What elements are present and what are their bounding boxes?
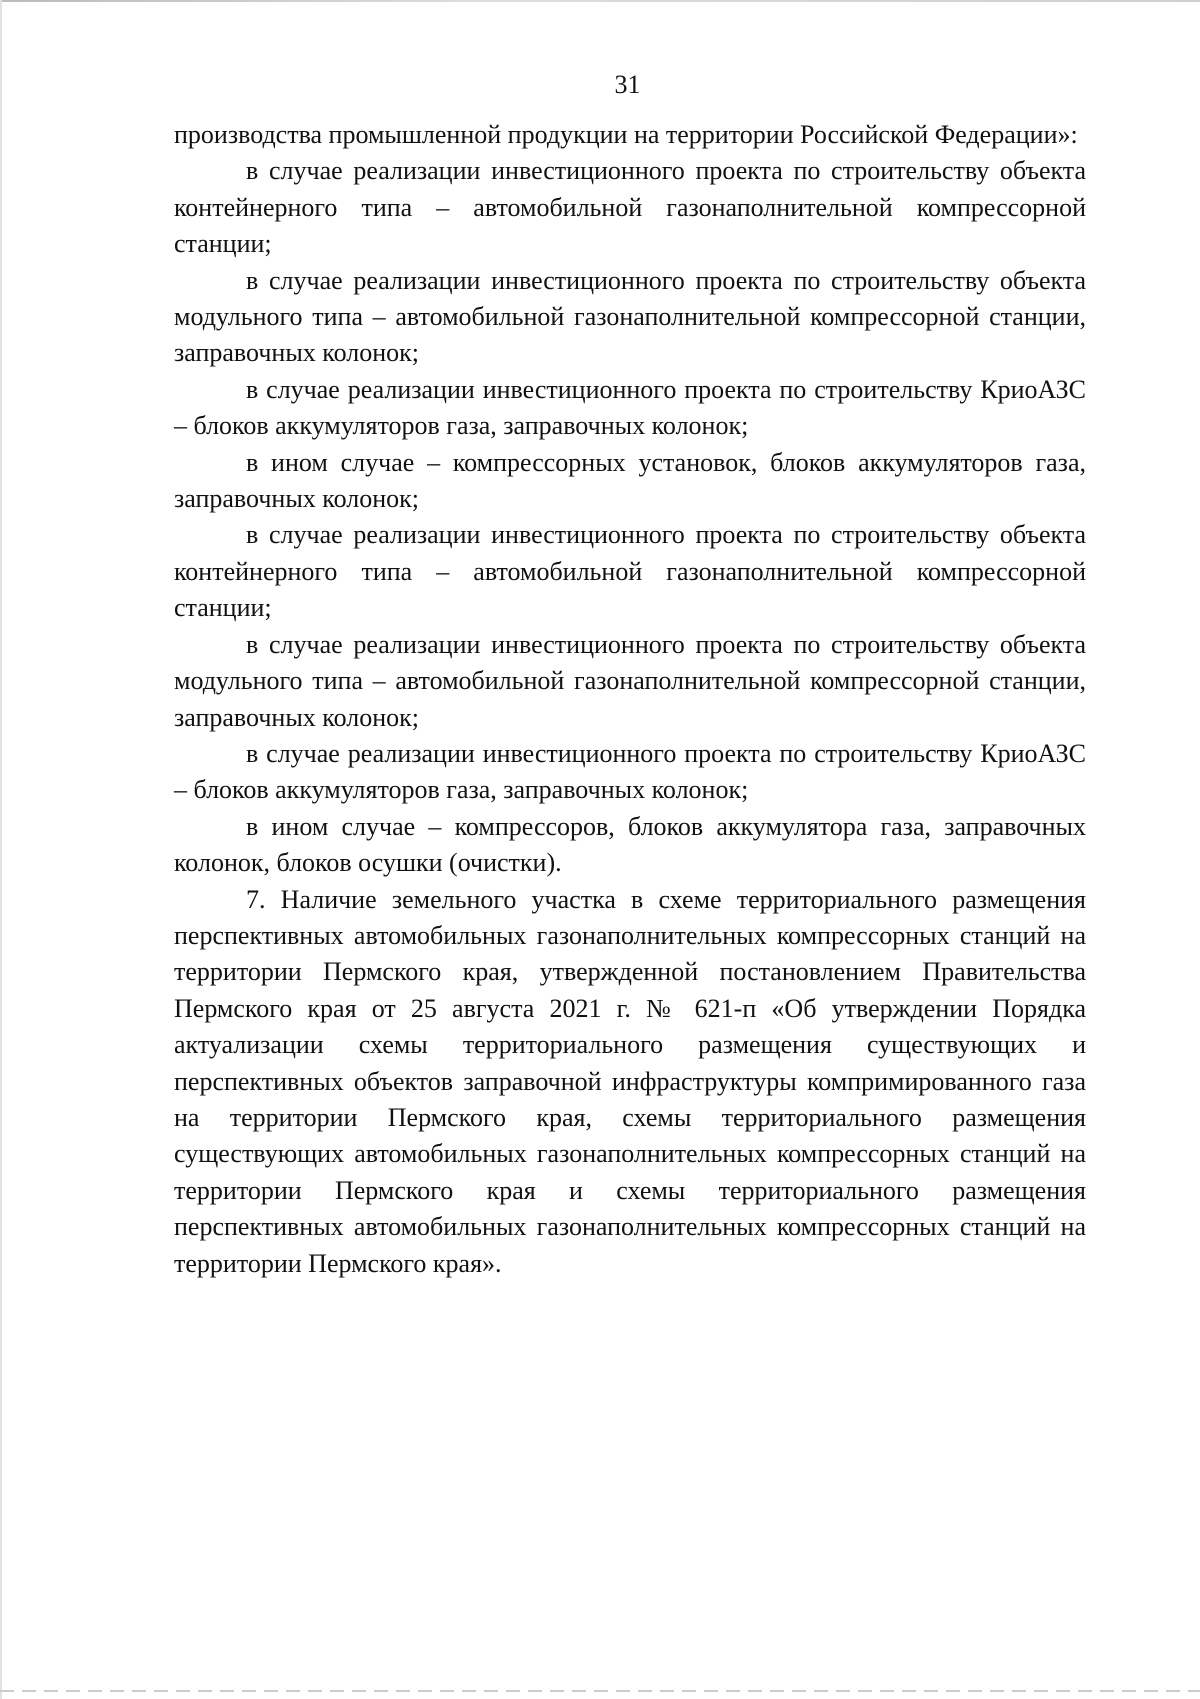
paragraph: в ином случае – компрессорных установок, блоков аккумуляторов газа, заправочных колонок; <box>174 447 1086 514</box>
page-number: 31 <box>614 70 641 99</box>
paragraph: 7. Наличие земельного участка в схеме территориального размещения перспективных автомобильных газонаполнительных компрессорных станций на территории Пермского края, утвержденной постановлением Правительства Пермского края от 25 августа 2021 г. № 621-п «Об утверждении Порядка актуализации схемы территориального размещения существующих и перспективных объектов заправочной инфраструктуры компримированного газа на территории Пермского края, схемы территориального размещения существующих автомобильных газонаполнительных компрессорных станций на территории Пермского края и схемы территориального размещения перспективных автомобильных газонаполнительных компрессорных станций на территории Пермского края». <box>174 884 1086 1278</box>
paragraph: в случае реализации инвестиционного проекта по строительству объекта контейнерного типа – автомобильной газонаполнительной компрессорной станции; <box>174 156 1086 259</box>
scan-edge-bottom <box>0 1690 1200 1692</box>
paragraph: в случае реализации инвестиционного проекта по строительству объекта модульного типа – автомобильной газонаполнительной компрессорной станции, заправочных колонок; <box>174 629 1086 732</box>
document-body <box>174 117 1086 1282</box>
paragraph: в случае реализации инвестиционного проекта по строительству КриоАЗС – блоков аккумуляторов газа, заправочных колонок; <box>174 374 1086 441</box>
paragraph: в случае реализации инвестиционного проекта по строительству объекта модульного типа – автомобильной газонаполнительной компрессорной станции, заправочных колонок; <box>174 265 1086 368</box>
scan-edge-top <box>0 0 1200 2</box>
paragraph: в случае реализации инвестиционного проекта по строительству объекта контейнерного типа – автомобильной газонаполнительной компрессорной станции; <box>174 520 1086 623</box>
paragraph: в случае реализации инвестиционного проекта по строительству КриоАЗС – блоков аккумуляторов газа, заправочных колонок; <box>174 738 1086 805</box>
scan-edge-left <box>0 0 2 1699</box>
paragraph: производства промышленной продукции на территории Российской Федерации»: <box>174 120 1078 149</box>
paragraph: в ином случае – компрессоров, блоков аккумулятора газа, заправочных колонок, блоков осушки (очистки). <box>174 811 1086 878</box>
